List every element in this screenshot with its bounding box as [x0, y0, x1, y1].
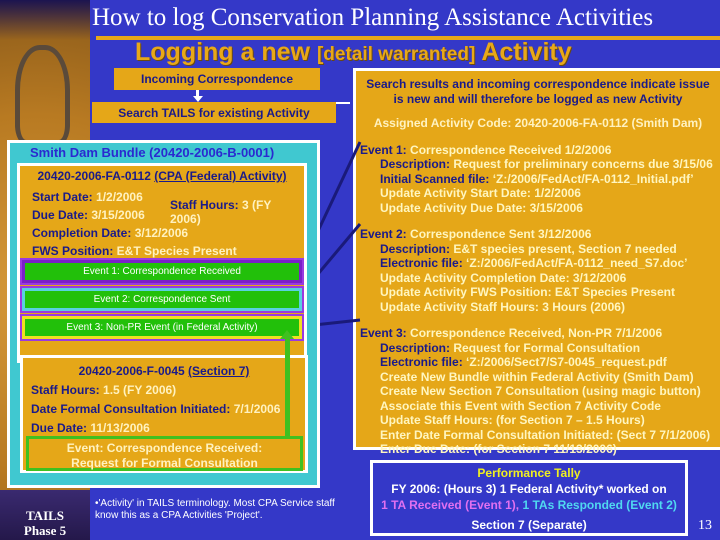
update-line: Update Activity Staff Hours: 3 Hours (2006)	[380, 299, 625, 314]
file-value: ‘Z:/2006/FedAct/FA-0112_Initial.pdf’	[489, 171, 694, 186]
event1-text: Correspondence Received 1/2/2006	[406, 142, 612, 157]
due-label: Due Date:	[32, 208, 89, 222]
bundle-title: Smith Dam Bundle (20420-2006-B-0001)	[30, 145, 275, 160]
intro-line2: is new and will therefore be logged as new Activity	[393, 91, 683, 106]
file-value: ‘Z:/2006/Sect7/S7-0045_request.pdf	[462, 355, 667, 369]
desc-value: E&T species present, Section 7 needed	[450, 241, 677, 256]
file-value: ‘Z:/2006/FedAct/FA-0112_need_S7.doc’	[462, 256, 688, 270]
completion-label: Completion Date:	[32, 226, 132, 240]
section7-box	[20, 355, 308, 473]
start-label: Start Date:	[32, 190, 93, 204]
tally-title: Performance Tally	[477, 466, 581, 480]
position-value: E&T Species Present	[116, 244, 237, 258]
sec7-event-line2: Request for Formal Consultation	[71, 456, 258, 470]
hours-value: 1.5 (FY 2006)	[103, 383, 177, 397]
action-line: Create New Section 7 Consultation (using magic button)	[380, 384, 701, 398]
event1-bar[interactable]: Event 1: Correspondence Received	[22, 260, 302, 283]
desc-label: Description:	[380, 340, 451, 355]
subtitle-b: [detail warranted]	[316, 44, 476, 65]
sec7-event-line1: Event: Correspondence Received:	[66, 441, 263, 455]
action-line: Enter Due Date: (for Section 7 11/13/2006)	[380, 442, 617, 456]
slide-title: How to log Conservation Planning Assistance Activities	[92, 4, 654, 31]
subtitle-a: Logging a new	[135, 38, 317, 66]
action-line: Update Staff Hours: (for Section 7 – 1.5 Hours)	[380, 413, 645, 427]
update-line: Update Activity FWS Position: E&T Species Present	[380, 285, 675, 299]
tally-responded: 1 TAs Responded (Event 2)	[522, 498, 677, 512]
event3-label: Event 3:	[360, 326, 407, 340]
update-line: Update Activity Due Date: 3/15/2006	[380, 200, 583, 215]
position-label: FWS Position:	[32, 244, 114, 258]
event3-bar[interactable]: Event 3: Non-PR Event (in Federal Activity)	[22, 316, 302, 339]
search-tails-box: Search TAILS for existing Activity	[92, 102, 336, 123]
desc-label: Description:	[380, 241, 451, 256]
tally-received: 1 TA Received (Event 1),	[381, 498, 520, 512]
subtitle-c: Activity	[475, 38, 572, 66]
desc-value: Request for Formal Consultation	[450, 340, 641, 355]
event2-text: Correspondence Sent 3/12/2006	[406, 227, 592, 241]
intro-line1: Search results and incoming correspondence indicate issue	[366, 77, 710, 91]
init-value: 7/1/2006	[233, 402, 281, 416]
due-value: 11/13/2006	[90, 421, 150, 435]
event2-label: Event 2:	[360, 227, 407, 241]
arrow-up-line	[285, 337, 290, 437]
action-line: Create New Bundle within Federal Activity (Smith Dam)	[380, 369, 694, 384]
due-value: 3/15/2006	[91, 208, 145, 222]
file-label: Electronic file:	[380, 256, 463, 270]
sec7-code: 20420-2006-F-0045	[78, 364, 189, 378]
file-label: Initial Scanned file:	[380, 171, 490, 186]
desc-label: Description:	[380, 157, 451, 171]
event3-text: Correspondence Received, Non-PR 7/1/2006	[406, 326, 663, 340]
action-line: Associate this Event with Section 7 Activity Code	[380, 398, 661, 413]
tally-line3: Section 7 (Separate)	[471, 518, 587, 532]
fa-type-link[interactable]: (CPA (Federal) Activity)	[154, 169, 287, 183]
update-line: Update Activity Completion Date: 3/12/2006	[380, 270, 627, 285]
performance-tally	[370, 460, 688, 536]
update-line: Update Activity Start Date: 1/2/2006	[380, 186, 581, 200]
tally-line1: FY 2006: (Hours 3) 1 Federal Activity* worked on	[391, 482, 667, 496]
arrow-up-icon	[280, 330, 294, 339]
file-label: Electronic file:	[380, 355, 463, 369]
hours-label: Staff Hours:	[31, 383, 100, 397]
assigned-code: Assigned Activity Code: 20420-2006-FA-0112 (Smith Dam)	[373, 116, 703, 130]
sec7-link[interactable]: (Section 7)	[188, 364, 250, 378]
brand-line2: Phase 5	[23, 523, 67, 538]
brand-line1: TAILS	[25, 508, 65, 523]
page-number: 13	[698, 518, 712, 533]
footnote: •'Activity' in TAILS terminology. Most CPA Service staff know this as a CPA Activities 'Project'.	[95, 498, 335, 521]
completion-value: 3/12/2006	[134, 226, 189, 240]
init-label: Date Formal Consultation Initiated:	[31, 402, 231, 416]
event1-label: Event 1:	[360, 142, 407, 157]
desc-value: Request for preliminary concerns due 3/15/06	[450, 157, 713, 171]
event2-bar[interactable]: Event 2: Correspondence Sent	[22, 288, 302, 311]
start-value: 1/2/2006	[96, 190, 143, 204]
hours-value: 3 (FY 2006)	[170, 198, 272, 226]
hours-label: Staff Hours:	[170, 198, 239, 212]
incoming-correspondence-box: Incoming Correspondence	[114, 68, 320, 90]
sec7-event-box[interactable]	[26, 436, 303, 471]
fa-code: 20420-2006-FA-0112	[37, 169, 155, 183]
due-label: Due Date:	[31, 421, 88, 435]
action-line: Enter Date Formal Consultation Initiated: (Sect 7 7/1/2006)	[380, 427, 711, 442]
